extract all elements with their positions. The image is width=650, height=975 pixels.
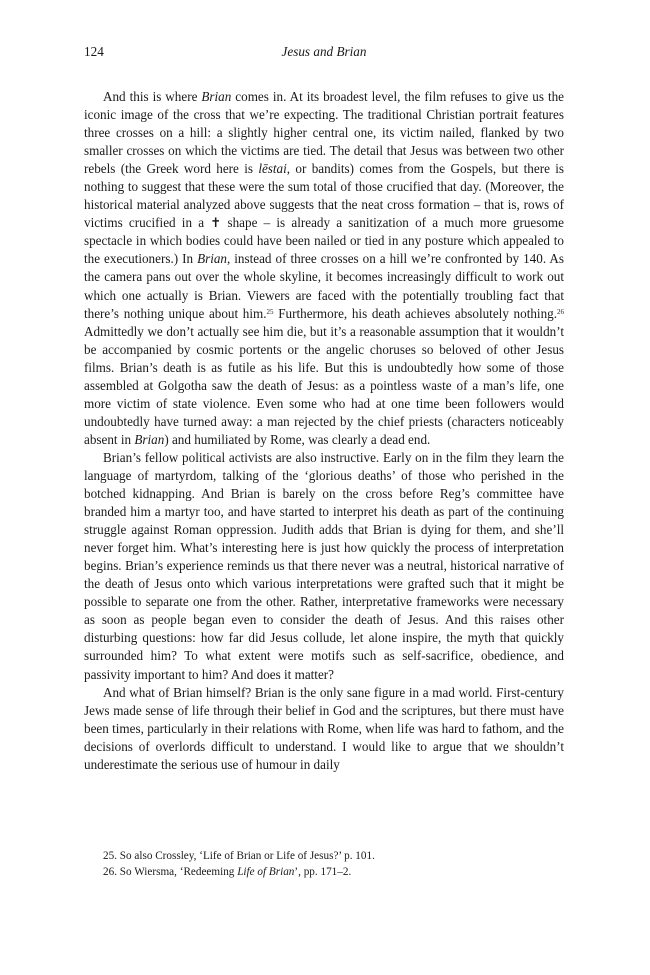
footnotes [84,848,564,880]
footnote-ref: 26 [557,307,564,316]
italic-text: Brian [201,89,232,104]
footnote-25 [84,848,564,864]
text-run: 25. So also Crossley, ‘Life of Brian or Life of Jesus?’ p. 101. [103,850,375,862]
italic-text: lēstai [258,161,287,177]
text-run: Furthermore, his death achieves absolutely nothing. [273,305,557,321]
running-title: Jesus and Brian [281,44,367,59]
body-text [84,88,564,774]
page-header [84,44,564,64]
text-run: Brian’s fellow political activists are also instructive. Early on in the film they learn the language of martyrdom, talking of the ‘glorious deaths’ of those who perished in the botched kidnapping. And Brian is barely on the cross before Reg’s committee have branded him a martyr too, and have started to interpret his death as part of the continuing struggle against Roman oppression. Judith adds that Brian is dying for them, and she’ll never forget him. What’s interesting here is just how quickly the process of interpretation begins. Brian’s experience reminds us that there never was a neutral, historical narrative of the death of Jesus onto which various interpretations were grafted such that it might be possible to separate one from the other. Rather, interpretative frameworks were necessary as soon as people began even to consider the death of Jesus. And this raises other disturbing questions: how far did Jesus collude, let alone inspire, the myth that quickly surrounded him? To what extent were motifs such as self-sacrifice, obedience, and passivity important to him? And does it matter? [84,449,564,682]
text-run: ) and humiliated by Rome, was clearly a dead end. [164,431,431,447]
text-run: comes in. At its broadest level, the film refuses to give us the iconic image of the cross that we’re expecting. The traditional Christian portrait features three crosses on a hill: a slightly higher central one, its victim nailed, flanked by two smaller crosses on which the victims are tied. The detail that Jesus was between two other rebels (the Greek word here is [84,89,565,177]
text-run: ’, pp. 171–2. [294,866,352,878]
italic-text: Brian [134,431,165,447]
text-run: , instead of three crosses on a hill we’re confronted by 140. As the camera pans out over the whole skyline, it becomes increasingly difficult to work out which one actually is Brian. Viewers are faced with the potentially troubling fact that there’s nothing unique about him. [84,251,564,321]
text-run: 26. So Wiersma, ‘Redeeming [103,866,238,878]
paragraph [84,449,564,684]
text-run: Admittedly we don’t actually see him die, but it’s a reasonable assumption that it wouldn’t be accompanied by cosmic portents or the angelic choruses so beloved of other Jesus films. Brian’s death is as futile as his life. But this is undoubtedly how some of those assembled at Golgotha saw the death of Jesus: as a pointless waste of a man’s life, one more victim of state violence. Even some who had at one time been followers would undoubtedly have turned away: a man rejected by the chief priests (characters noticeably absent in [84,323,564,447]
footnote-26 [84,864,564,880]
paragraph [84,88,564,449]
italic-text: Life of Brian [237,866,295,878]
page-number: 124 [84,44,104,59]
text-run: And what of Brian himself? Brian is the only sane figure in a mad world. First-century Jews made sense of life through their belief in God and the scriptures, but there must have been times, particularly in their relations with Rome, when life was hard to fathom, and the decisions of overlords difficult to understand. I would like to argue that we shouldn’t underestimate the serious use of humour in daily [84,684,564,772]
italic-text: Brian [197,251,227,267]
paragraph [84,684,564,774]
text-run: , or bandits) comes from the Gospels, but there is nothing to suggest that these were the sum total of those crucified that day. (Moreover, the historical material analyzed above suggests that the neat cross formation – that is, rows of victims crucified in a ✝ shape – is already a sanitization of a much more gruesome spectacle in which bodies could have been nailed or tied in any posture which appealed to the executioners.) In [84,161,565,267]
text-run: And this is where [103,89,202,104]
footnote-ref: 25 [266,307,274,316]
